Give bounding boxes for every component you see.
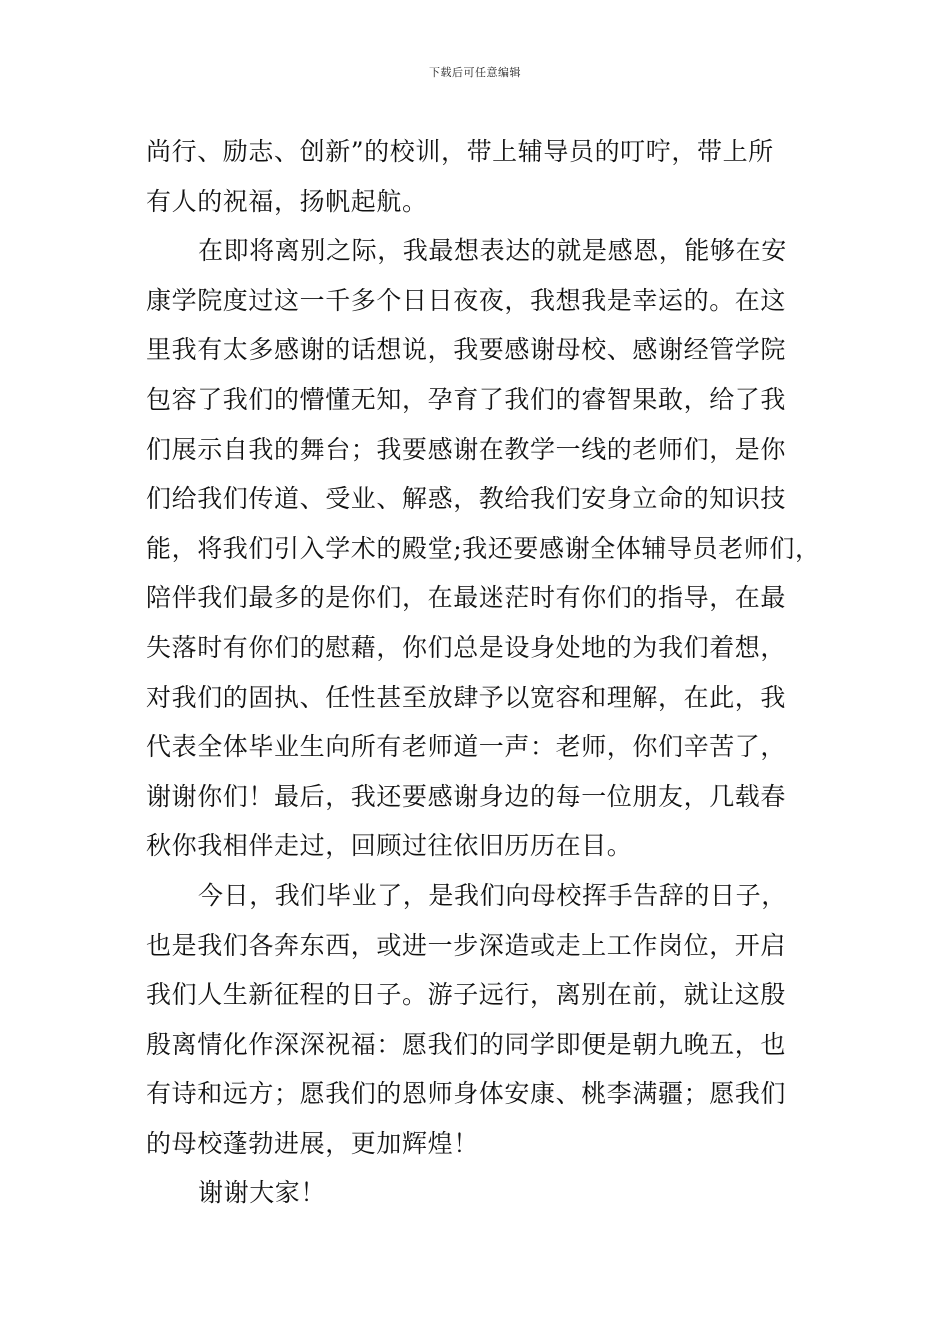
text-line: 谢谢你们！最后，我还要感谢身边的每一位朋友，几载春: [146, 781, 787, 811]
text-line: 康学院度过这一千多个日日夜夜，我想我是幸运的。在这: [146, 285, 787, 315]
text-line: 的母校蓬勃进展，更加辉煌！: [146, 1128, 479, 1158]
text-line: 陪伴我们最多的是你们，在最迷茫时有你们的指导，在最: [146, 583, 787, 613]
text-line: 们展示自我的舞台；我要感谢在教学一线的老师们，是你: [146, 434, 787, 464]
page-header: 下载后可任意编辑: [429, 66, 521, 79]
text-line: 有人的祝福，扬帆起航。: [146, 186, 428, 216]
text-line: 秋你我相伴走过，回顾过往依旧历历在目。: [146, 831, 633, 861]
text-line: 失落时有你们的慰藉，你们总是设身处地的为我们着想，: [146, 632, 787, 662]
text-line: 尚行、励志、创新”的校训，带上辅导员的叮咛，带上所: [146, 137, 774, 166]
text-line: 也是我们各奔东西，或进一步深造或走上工作岗位，开启: [146, 930, 787, 960]
text-line: 代表全体毕业生向所有老师道一声：老师，你们辛苦了，: [146, 732, 787, 762]
text-line: 有诗和远方；愿我们的恩师身体安康、桃李满疆；愿我们: [146, 1079, 787, 1109]
text-line: 们给我们传道、受业、解惑，教给我们安身立命的知识技: [146, 484, 787, 514]
closing-line: 谢谢大家！: [198, 1178, 327, 1208]
text-line: 能，将我们引入学术的殿堂;我还要感谢全体辅导员老师们，: [146, 533, 821, 563]
text-line: 对我们的固执、任性甚至放肆予以宽容和理解，在此，我: [146, 682, 787, 712]
text-line: 我们人生新征程的日子。游子远行，离别在前，就让这殷: [146, 980, 787, 1010]
paragraph-start-line: 今日，我们毕业了，是我们向母校挥手告辞的日子，: [198, 880, 787, 910]
document-body: [146, 127, 821, 1218]
paragraph-start-line: 在即将离别之际，我最想表达的就是感恩，能够在安: [198, 236, 787, 266]
text-line: 里我有太多感谢的话想说，我要感谢母校、感谢经管学院: [146, 335, 787, 365]
text-line: 殷离情化作深深祝福：愿我们的同学即便是朝九晚五，也: [146, 1029, 787, 1059]
text-line: 包容了我们的懵懂无知，孕育了我们的睿智果敢，给了我: [146, 384, 787, 414]
